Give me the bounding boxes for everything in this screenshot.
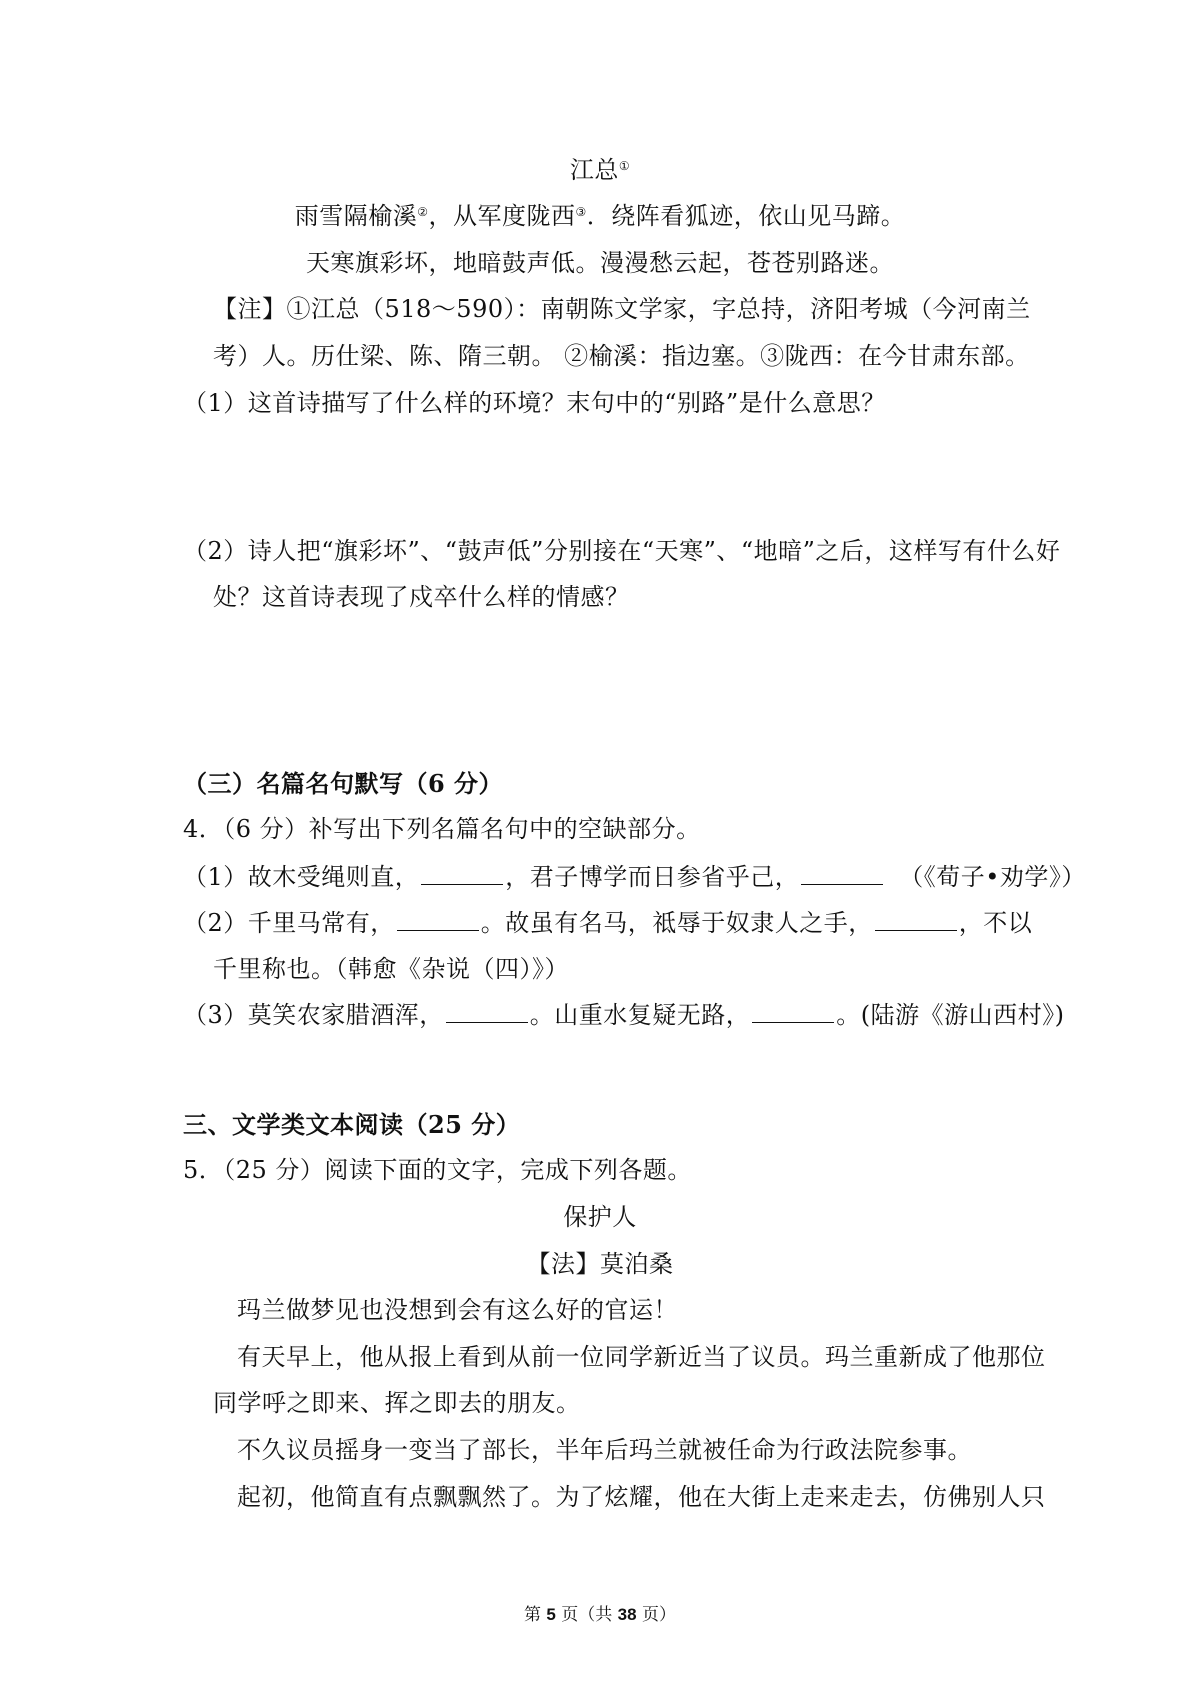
story-paragraph-1: 玛兰做梦见也没想到会有这么好的官运！	[237, 1296, 678, 1324]
part-heading-3: 三、文学类文本阅读（25 分）	[183, 1110, 521, 1139]
poem-note-line-1: 【注】①江总（518～590）：南朝陈文学家，字总持，济阳考城（今河南兰	[213, 295, 1031, 323]
page-footer: 第 5 页（共 38 页）	[523, 1605, 676, 1625]
question-2-line-1: （2）诗人把“旗彩坏”、“鼓声低”分别接在“天寒”、“地暗”之后，这样写有什么好	[183, 537, 1061, 565]
recitation-item-2-line-2: 千里称也。（韩愈《杂说（四）》）	[213, 955, 569, 983]
poem-author: 江总①	[569, 156, 631, 184]
answer-blank[interactable]	[752, 1000, 834, 1023]
footnote-marker: ②	[417, 205, 429, 219]
page-total: 38	[617, 1605, 637, 1624]
story-paragraph-2-line-1: 有天早上，他从报上看到从前一位同学新近当了议员。玛兰重新成了他那位	[237, 1343, 1046, 1371]
answer-blank[interactable]	[875, 908, 957, 931]
answer-blank[interactable]	[397, 908, 479, 931]
recitation-item-1: （1）故木受绳则直， ，君子博学而日参省乎己， （《荀子•劝学》）	[183, 863, 1086, 891]
question-2-line-2: 处？这首诗表现了戍卒什么样的情感？	[213, 583, 630, 611]
story-paragraph-3: 不久议员摇身一变当了部长，半年后玛兰就被任命为行政法院参事。	[237, 1436, 972, 1464]
answer-blank[interactable]	[801, 862, 883, 885]
recitation-item-3: （3）莫笑农家腊酒浑， 。山重水复疑无路， 。(陆游《游山西村》)	[183, 1001, 1065, 1029]
section-heading-3: （三）名篇名句默写（6 分）	[183, 769, 504, 798]
recitation-item-2: （2）千里马常有， 。故虽有名马，祗辱于奴隶人之手， ，不以	[183, 909, 1033, 937]
answer-blank[interactable]	[446, 1000, 528, 1023]
question-4: 4．（6 分）补写出下列名篇名句中的空缺部分。	[183, 815, 701, 843]
footnote-marker: ①	[618, 159, 631, 173]
poem-line-1: 雨雪隔榆溪②，从军度陇西③．绕阵看狐迹，依山见马蹄。	[294, 202, 906, 230]
question-5: 5．（25 分）阅读下面的文字，完成下列各题。	[183, 1156, 692, 1184]
answer-blank[interactable]	[421, 862, 503, 885]
poem-note-line-2: 考）人。历仕梁、陈、隋三朝。 ②榆溪：指边塞。③陇西：在今甘肃东部。	[213, 342, 1030, 370]
footnote-marker: ③	[575, 205, 587, 219]
story-paragraph-4: 起初，他简直有点飘飘然了。为了炫耀，他在大街上走来走去，仿佛别人只	[237, 1483, 1046, 1511]
question-1: （1）这首诗描写了什么样的环境？末句中的“别路”是什么意思？	[183, 389, 886, 417]
story-author: 【法】莫泊桑	[526, 1250, 674, 1278]
poem-line-2: 天寒旗彩坏，地暗鼓声低。漫漫愁云起，苍苍别路迷。	[306, 249, 894, 277]
story-title: 保护人	[563, 1203, 637, 1231]
page-number: 5	[546, 1605, 556, 1624]
story-paragraph-2-line-2: 同学呼之即来、挥之即去的朋友。	[213, 1389, 581, 1417]
